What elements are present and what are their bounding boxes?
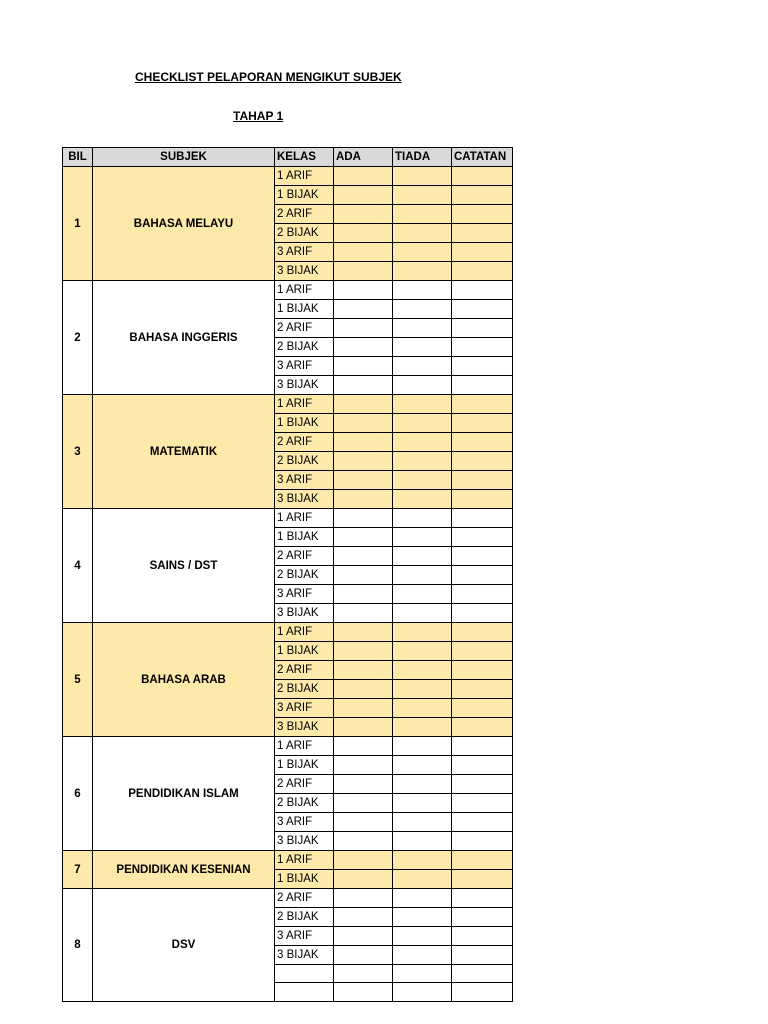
- ada-cell[interactable]: [334, 319, 393, 338]
- catatan-cell[interactable]: [452, 509, 513, 528]
- kelas-cell: 1 ARIF: [275, 281, 334, 300]
- catatan-cell[interactable]: [452, 832, 513, 851]
- catatan-cell[interactable]: [452, 661, 513, 680]
- header-kelas: KELAS: [275, 148, 334, 167]
- tiada-cell[interactable]: [393, 414, 452, 433]
- tiada-cell[interactable]: [393, 832, 452, 851]
- table-row: [63, 509, 513, 528]
- table-row: [63, 851, 513, 870]
- table-row: [63, 889, 513, 908]
- kelas-cell: 3 BIJAK: [275, 262, 334, 281]
- catatan-cell[interactable]: [452, 775, 513, 794]
- kelas-cell: 3 BIJAK: [275, 946, 334, 965]
- ada-cell[interactable]: [334, 699, 393, 718]
- kelas-cell: 2 ARIF: [275, 319, 334, 338]
- table-row: [63, 623, 513, 642]
- ada-cell[interactable]: [334, 471, 393, 490]
- tiada-cell[interactable]: [393, 452, 452, 471]
- tiada-cell[interactable]: [393, 243, 452, 262]
- kelas-cell: 2 ARIF: [275, 547, 334, 566]
- kelas-cell: 3 BIJAK: [275, 718, 334, 737]
- ada-cell[interactable]: [334, 528, 393, 547]
- tiada-cell[interactable]: [393, 794, 452, 813]
- kelas-cell: 1 ARIF: [275, 851, 334, 870]
- ada-cell[interactable]: [334, 851, 393, 870]
- tiada-cell[interactable]: [393, 395, 452, 414]
- catatan-cell[interactable]: [452, 224, 513, 243]
- tiada-cell[interactable]: [393, 300, 452, 319]
- tiada-cell[interactable]: [393, 528, 452, 547]
- kelas-cell: [275, 983, 334, 1001]
- kelas-cell: 1 BIJAK: [275, 528, 334, 547]
- catatan-cell[interactable]: [452, 566, 513, 585]
- tiada-cell[interactable]: [393, 604, 452, 623]
- ada-cell[interactable]: [334, 357, 393, 376]
- tiada-cell[interactable]: [393, 566, 452, 585]
- tiada-cell[interactable]: [393, 699, 452, 718]
- tiada-cell[interactable]: [393, 281, 452, 300]
- ada-cell[interactable]: [334, 243, 393, 262]
- ada-cell[interactable]: [334, 167, 393, 186]
- subjek-cell: PENDIDIKAN ISLAM: [93, 737, 275, 851]
- bil-cell: 2: [63, 281, 93, 395]
- kelas-cell: 1 ARIF: [275, 395, 334, 414]
- ada-cell[interactable]: [334, 946, 393, 965]
- ada-cell[interactable]: [334, 642, 393, 661]
- bil-cell: 3: [63, 395, 93, 509]
- tiada-cell[interactable]: [393, 927, 452, 946]
- kelas-cell: 2 BIJAK: [275, 338, 334, 357]
- kelas-cell: 2 BIJAK: [275, 566, 334, 585]
- tiada-cell[interactable]: [393, 585, 452, 604]
- tiada-cell[interactable]: [393, 813, 452, 832]
- ada-cell[interactable]: [334, 490, 393, 509]
- ada-cell[interactable]: [334, 414, 393, 433]
- kelas-cell: 2 ARIF: [275, 889, 334, 908]
- tiada-cell[interactable]: [393, 471, 452, 490]
- kelas-cell: 2 BIJAK: [275, 908, 334, 927]
- table-row: [63, 281, 513, 300]
- ada-cell[interactable]: [334, 452, 393, 471]
- ada-cell[interactable]: [334, 927, 393, 946]
- empty-cell: [452, 965, 513, 983]
- kelas-cell: 3 ARIF: [275, 699, 334, 718]
- table-row: [63, 395, 513, 414]
- catatan-cell[interactable]: [452, 604, 513, 623]
- tiada-cell[interactable]: [393, 642, 452, 661]
- kelas-cell: 1 BIJAK: [275, 186, 334, 205]
- tiada-cell[interactable]: [393, 490, 452, 509]
- empty-cell: [452, 983, 513, 1001]
- empty-cell: [393, 965, 452, 983]
- catatan-cell[interactable]: [452, 737, 513, 756]
- kelas-cell: 3 ARIF: [275, 243, 334, 262]
- header-subjek: SUBJEK: [93, 148, 275, 167]
- document-title: CHECKLIST PELAPORAN MENGIKUT SUBJEK: [135, 70, 402, 84]
- document-subtitle: TAHAP 1: [233, 109, 284, 123]
- kelas-cell: 1 ARIF: [275, 623, 334, 642]
- table-row: [63, 737, 513, 756]
- catatan-cell[interactable]: [452, 262, 513, 281]
- catatan-cell[interactable]: [452, 490, 513, 509]
- tiada-cell[interactable]: [393, 756, 452, 775]
- catatan-cell[interactable]: [452, 376, 513, 395]
- ada-cell[interactable]: [334, 889, 393, 908]
- tiada-cell[interactable]: [393, 338, 452, 357]
- catatan-cell[interactable]: [452, 186, 513, 205]
- ada-cell[interactable]: [334, 775, 393, 794]
- tiada-cell[interactable]: [393, 547, 452, 566]
- catatan-cell[interactable]: [452, 281, 513, 300]
- tiada-cell[interactable]: [393, 661, 452, 680]
- kelas-cell: 3 BIJAK: [275, 832, 334, 851]
- bil-cell: 1: [63, 167, 93, 281]
- tiada-cell[interactable]: [393, 433, 452, 452]
- catatan-cell[interactable]: [452, 452, 513, 471]
- catatan-cell[interactable]: [452, 471, 513, 490]
- header-bil: BIL: [63, 148, 93, 167]
- subjek-cell: SAINS / DST: [93, 509, 275, 623]
- tiada-cell[interactable]: [393, 357, 452, 376]
- kelas-cell: 3 BIJAK: [275, 490, 334, 509]
- table-row: [63, 167, 513, 186]
- catatan-cell[interactable]: [452, 205, 513, 224]
- subjek-cell: BAHASA ARAB: [93, 623, 275, 737]
- tiada-cell[interactable]: [393, 376, 452, 395]
- catatan-cell[interactable]: [452, 414, 513, 433]
- catatan-cell[interactable]: [452, 642, 513, 661]
- ada-cell[interactable]: [334, 224, 393, 243]
- kelas-cell: 1 ARIF: [275, 167, 334, 186]
- tiada-cell[interactable]: [393, 889, 452, 908]
- kelas-cell: 2 BIJAK: [275, 680, 334, 699]
- tiada-cell[interactable]: [393, 680, 452, 699]
- catatan-cell[interactable]: [452, 243, 513, 262]
- table-body: [63, 167, 513, 1002]
- empty-cell: [334, 965, 393, 983]
- tiada-cell[interactable]: [393, 224, 452, 243]
- ada-cell[interactable]: [334, 205, 393, 224]
- ada-cell[interactable]: [334, 604, 393, 623]
- ada-cell[interactable]: [334, 186, 393, 205]
- kelas-cell: 3 ARIF: [275, 471, 334, 490]
- tiada-cell[interactable]: [393, 262, 452, 281]
- ada-cell[interactable]: [334, 300, 393, 319]
- ada-cell[interactable]: [334, 509, 393, 528]
- kelas-cell: 3 ARIF: [275, 585, 334, 604]
- catatan-cell[interactable]: [452, 908, 513, 927]
- tiada-cell[interactable]: [393, 623, 452, 642]
- kelas-cell: 2 ARIF: [275, 205, 334, 224]
- checklist-table: [62, 147, 513, 1002]
- ada-cell[interactable]: [334, 680, 393, 699]
- kelas-cell: 2 BIJAK: [275, 224, 334, 243]
- subjek-cell: DSV: [93, 889, 275, 1002]
- catatan-cell[interactable]: [452, 395, 513, 414]
- kelas-cell: 3 ARIF: [275, 357, 334, 376]
- subjek-cell: MATEMATIK: [93, 395, 275, 509]
- catatan-cell[interactable]: [452, 338, 513, 357]
- checklist-table-container: [62, 147, 512, 961]
- kelas-cell: [275, 965, 334, 983]
- subjek-cell: PENDIDIKAN KESENIAN: [93, 851, 275, 889]
- kelas-cell: 1 ARIF: [275, 509, 334, 528]
- ada-cell[interactable]: [334, 547, 393, 566]
- catatan-cell[interactable]: [452, 623, 513, 642]
- ada-cell[interactable]: [334, 376, 393, 395]
- kelas-cell: 1 BIJAK: [275, 642, 334, 661]
- catatan-cell[interactable]: [452, 585, 513, 604]
- ada-cell[interactable]: [334, 566, 393, 585]
- ada-cell[interactable]: [334, 794, 393, 813]
- tiada-cell[interactable]: [393, 737, 452, 756]
- catatan-cell[interactable]: [452, 927, 513, 946]
- ada-cell[interactable]: [334, 737, 393, 756]
- tiada-cell[interactable]: [393, 908, 452, 927]
- catatan-cell[interactable]: [452, 300, 513, 319]
- kelas-cell: 2 BIJAK: [275, 794, 334, 813]
- catatan-cell[interactable]: [452, 680, 513, 699]
- kelas-cell: 2 ARIF: [275, 661, 334, 680]
- tiada-cell[interactable]: [393, 946, 452, 965]
- ada-cell[interactable]: [334, 433, 393, 452]
- catatan-cell[interactable]: [452, 889, 513, 908]
- bil-cell: 5: [63, 623, 93, 737]
- tiada-cell[interactable]: [393, 509, 452, 528]
- ada-cell[interactable]: [334, 813, 393, 832]
- subjek-cell: BAHASA MELAYU: [93, 167, 275, 281]
- ada-cell[interactable]: [334, 756, 393, 775]
- bil-cell: 4: [63, 509, 93, 623]
- catatan-cell[interactable]: [452, 813, 513, 832]
- kelas-cell: 1 BIJAK: [275, 756, 334, 775]
- bil-cell: 8: [63, 889, 93, 1002]
- bil-cell: 6: [63, 737, 93, 851]
- catatan-cell[interactable]: [452, 699, 513, 718]
- catatan-cell[interactable]: [452, 528, 513, 547]
- catatan-cell[interactable]: [452, 756, 513, 775]
- kelas-cell: 3 ARIF: [275, 927, 334, 946]
- ada-cell[interactable]: [334, 908, 393, 927]
- catatan-cell[interactable]: [452, 547, 513, 566]
- header-catatan: CATATAN: [452, 148, 513, 167]
- header-tiada: TIADA: [393, 148, 452, 167]
- catatan-cell[interactable]: [452, 946, 513, 965]
- subjek-cell: BAHASA INGGERIS: [93, 281, 275, 395]
- kelas-cell: 3 ARIF: [275, 813, 334, 832]
- empty-cell: [393, 983, 452, 1001]
- header-ada: ADA: [334, 148, 393, 167]
- ada-cell[interactable]: [334, 395, 393, 414]
- ada-cell[interactable]: [334, 585, 393, 604]
- tiada-cell[interactable]: [393, 775, 452, 794]
- ada-cell[interactable]: [334, 281, 393, 300]
- catatan-cell[interactable]: [452, 357, 513, 376]
- catatan-cell[interactable]: [452, 851, 513, 870]
- catatan-cell[interactable]: [452, 870, 513, 889]
- ada-cell[interactable]: [334, 718, 393, 737]
- kelas-cell: 3 BIJAK: [275, 604, 334, 623]
- ada-cell[interactable]: [334, 832, 393, 851]
- ada-cell[interactable]: [334, 338, 393, 357]
- catatan-cell[interactable]: [452, 718, 513, 737]
- kelas-cell: 2 ARIF: [275, 775, 334, 794]
- tiada-cell[interactable]: [393, 870, 452, 889]
- catatan-cell[interactable]: [452, 794, 513, 813]
- kelas-cell: 1 BIJAK: [275, 414, 334, 433]
- catatan-cell[interactable]: [452, 167, 513, 186]
- catatan-cell[interactable]: [452, 319, 513, 338]
- empty-cell: [334, 983, 393, 1001]
- kelas-cell: 2 BIJAK: [275, 452, 334, 471]
- tiada-cell[interactable]: [393, 851, 452, 870]
- ada-cell[interactable]: [334, 661, 393, 680]
- tiada-cell[interactable]: [393, 167, 452, 186]
- kelas-cell: 2 ARIF: [275, 433, 334, 452]
- table-header-row: [63, 148, 513, 167]
- tiada-cell[interactable]: [393, 205, 452, 224]
- ada-cell[interactable]: [334, 623, 393, 642]
- tiada-cell[interactable]: [393, 718, 452, 737]
- catatan-cell[interactable]: [452, 433, 513, 452]
- ada-cell[interactable]: [334, 262, 393, 281]
- ada-cell[interactable]: [334, 870, 393, 889]
- kelas-cell: 1 BIJAK: [275, 300, 334, 319]
- kelas-cell: 1 BIJAK: [275, 870, 334, 889]
- tiada-cell[interactable]: [393, 186, 452, 205]
- tiada-cell[interactable]: [393, 319, 452, 338]
- bil-cell: 7: [63, 851, 93, 889]
- kelas-cell: 1 ARIF: [275, 737, 334, 756]
- kelas-cell: 3 BIJAK: [275, 376, 334, 395]
